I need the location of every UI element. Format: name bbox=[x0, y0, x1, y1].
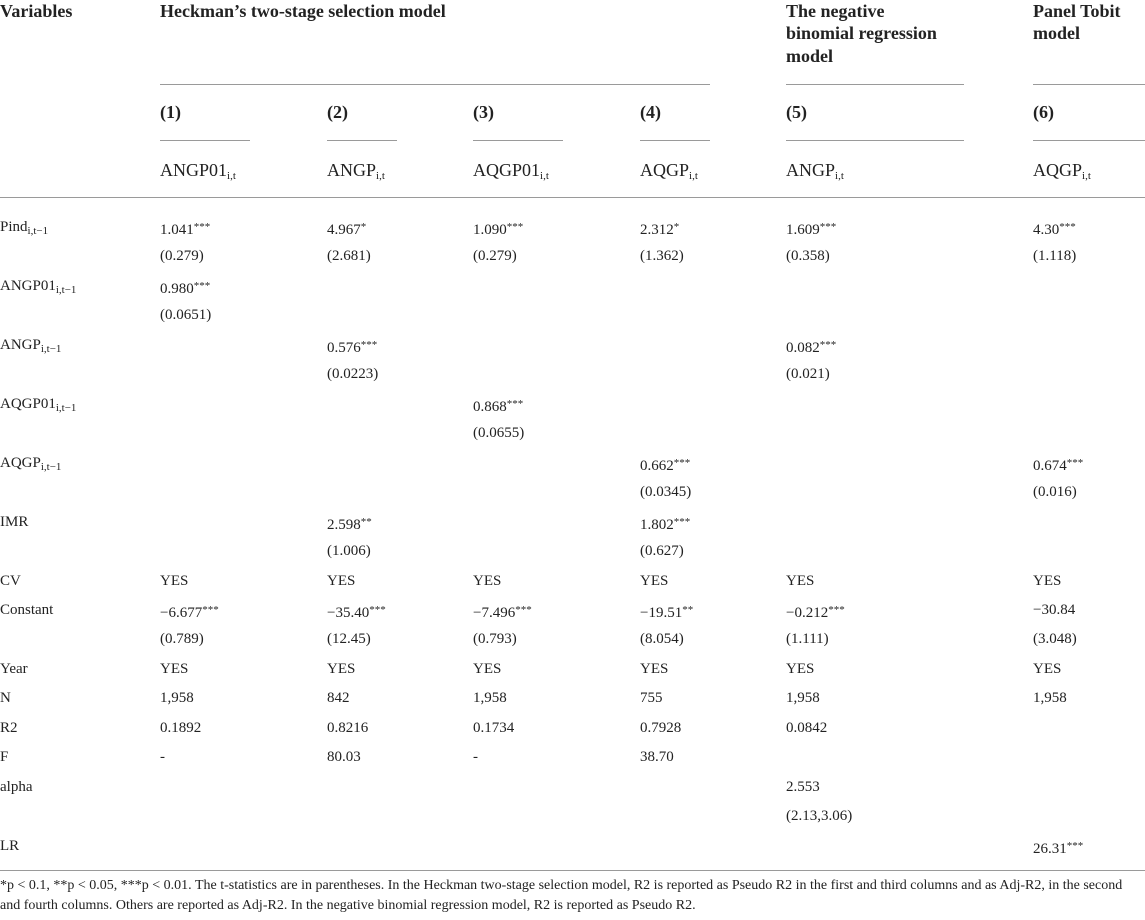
table-cell: (0.016) bbox=[1033, 484, 1077, 500]
table-cell: 0.1892 bbox=[160, 720, 202, 736]
table-cell: (1.362) bbox=[640, 248, 684, 264]
table-cell: (1.111) bbox=[786, 631, 829, 647]
row-label bbox=[0, 659, 28, 679]
table-cell bbox=[640, 453, 690, 476]
table-cell bbox=[160, 600, 219, 623]
table-cell bbox=[786, 600, 845, 623]
table-cell: (8.054) bbox=[640, 631, 684, 647]
dependent-variable-subscript: i,t bbox=[540, 170, 549, 182]
table-footnote bbox=[0, 876, 1135, 916]
row-label-text: F bbox=[0, 749, 9, 765]
table-cell: - bbox=[160, 749, 165, 765]
table-cell bbox=[473, 394, 523, 417]
table-cell bbox=[640, 512, 690, 535]
cell-value: 0.980 bbox=[160, 281, 194, 297]
row-label-text: Year bbox=[0, 661, 28, 677]
dependent-variable bbox=[327, 160, 385, 180]
table-cell: (1.118) bbox=[1033, 248, 1077, 264]
row-label-text: alpha bbox=[0, 779, 33, 795]
dependent-variable bbox=[640, 160, 698, 180]
header-tobit-line1: Panel Tobit bbox=[1033, 1, 1121, 21]
significance-stars: *** bbox=[673, 516, 691, 528]
significance-stars: ** bbox=[360, 516, 372, 528]
header-negbin-line3: model bbox=[786, 46, 833, 66]
cell-value: −7.496 bbox=[473, 605, 516, 621]
table-cell bbox=[473, 600, 532, 623]
table-cell bbox=[640, 217, 679, 240]
cell-value: 26.31 bbox=[1033, 841, 1067, 857]
dependent-variable-name: ANGP bbox=[327, 160, 377, 180]
row-label-text: CV bbox=[0, 573, 21, 589]
cell-value: 0.674 bbox=[1033, 458, 1067, 474]
cell-value: 4.30 bbox=[1033, 222, 1060, 238]
row-label bbox=[0, 718, 18, 738]
table-cell: YES bbox=[640, 661, 669, 677]
row-label-text: AQGP01 bbox=[0, 396, 56, 412]
row-label-subscript: i,t−1 bbox=[55, 284, 77, 296]
table-cell: (0.0223) bbox=[327, 366, 379, 382]
dependent-variable-name: ANGP bbox=[786, 160, 836, 180]
table-cell: 2.553 bbox=[786, 779, 820, 795]
row-label-text: Pind bbox=[0, 219, 28, 235]
table-cell: - bbox=[473, 749, 478, 765]
table-cell bbox=[1033, 453, 1083, 476]
table-cell: (0.021) bbox=[786, 366, 830, 382]
table-cell: 0.7928 bbox=[640, 720, 682, 736]
row-label bbox=[0, 217, 48, 237]
cell-value: 2.598 bbox=[327, 517, 361, 533]
table-cell: YES bbox=[160, 661, 189, 677]
header-negbin-line2: binomial regression bbox=[786, 23, 937, 43]
table-cell bbox=[160, 276, 210, 299]
row-label bbox=[0, 453, 61, 473]
rule-column-number bbox=[473, 140, 563, 141]
row-label-text: IMR bbox=[0, 514, 29, 530]
table-cell: YES bbox=[327, 573, 356, 589]
table-cell bbox=[786, 335, 836, 358]
dependent-variable-name: AQGP bbox=[1033, 160, 1083, 180]
row-label-subscript: i,t−1 bbox=[40, 343, 62, 355]
table-cell: YES bbox=[473, 661, 502, 677]
row-label-text: R2 bbox=[0, 720, 18, 736]
table-cell bbox=[1033, 836, 1083, 859]
cell-value: −0.212 bbox=[786, 605, 829, 621]
rule-column-number bbox=[1033, 140, 1145, 141]
table-cell: (2.681) bbox=[327, 248, 371, 264]
rule-tobit-group bbox=[1033, 84, 1145, 85]
dependent-variable bbox=[160, 160, 236, 180]
table-cell: 0.8216 bbox=[327, 720, 369, 736]
table-cell: (0.0345) bbox=[640, 484, 692, 500]
table-cell: (2.13,3.06) bbox=[786, 808, 853, 824]
dependent-variable bbox=[473, 160, 549, 180]
table-cell: 80.03 bbox=[327, 749, 361, 765]
row-label bbox=[0, 836, 19, 856]
table-cell: YES bbox=[1033, 661, 1062, 677]
table-cell: (0.789) bbox=[160, 631, 204, 647]
table-cell: YES bbox=[1033, 573, 1062, 589]
row-label bbox=[0, 335, 61, 355]
dependent-variable-subscript: i,t bbox=[1082, 170, 1091, 182]
cell-value: 0.082 bbox=[786, 340, 820, 356]
dependent-variable bbox=[786, 160, 844, 180]
row-label-text: ANGP01 bbox=[0, 278, 56, 294]
header-tobit-line2: model bbox=[1033, 23, 1080, 43]
table-cell bbox=[160, 217, 210, 240]
row-label bbox=[0, 600, 53, 620]
table-cell: (0.358) bbox=[786, 248, 830, 264]
significance-stars: *** bbox=[202, 604, 219, 616]
row-label bbox=[0, 394, 76, 414]
column-number: (2) bbox=[327, 102, 348, 122]
rule-column-number bbox=[786, 140, 964, 141]
table-cell: 842 bbox=[327, 690, 350, 706]
table-cell bbox=[473, 217, 523, 240]
table-cell: YES bbox=[473, 573, 502, 589]
table-cell: YES bbox=[160, 573, 189, 589]
rule-header-bottom bbox=[0, 197, 1145, 198]
row-label-subscript: i,t−1 bbox=[27, 225, 49, 237]
table-cell: 38.70 bbox=[640, 749, 674, 765]
table-cell bbox=[327, 335, 377, 358]
row-label-subscript: i,t−1 bbox=[40, 461, 62, 473]
table-cell: YES bbox=[786, 573, 815, 589]
column-number: (3) bbox=[473, 102, 494, 122]
dependent-variable-name: AQGP01 bbox=[473, 160, 541, 180]
cell-value: 1.090 bbox=[473, 222, 507, 238]
table-cell: (0.279) bbox=[160, 248, 204, 264]
column-number: (4) bbox=[640, 102, 661, 122]
significance-stars: * bbox=[673, 221, 680, 233]
cell-value: 1.041 bbox=[160, 222, 194, 238]
table-cell: (1.006) bbox=[327, 543, 371, 559]
rule-column-number bbox=[327, 140, 397, 141]
table-cell: (0.627) bbox=[640, 543, 684, 559]
row-label-text: LR bbox=[0, 838, 20, 854]
row-label bbox=[0, 571, 21, 591]
dependent-variable bbox=[1033, 160, 1091, 180]
table-cell bbox=[327, 217, 366, 240]
cell-value: −35.40 bbox=[327, 605, 370, 621]
rule-heckman-group bbox=[160, 84, 710, 85]
significance-stars: *** bbox=[515, 604, 532, 616]
table-cell: 0.0842 bbox=[786, 720, 828, 736]
significance-stars: *** bbox=[506, 398, 524, 410]
significance-stars: *** bbox=[360, 339, 378, 351]
row-label bbox=[0, 777, 32, 797]
dependent-variable-name: ANGP01 bbox=[160, 160, 228, 180]
footnote-significance: *p < 0.1, **p < 0.05, ***p < 0.01. bbox=[0, 878, 192, 893]
rule-negbin-group bbox=[786, 84, 964, 85]
significance-stars: *** bbox=[819, 339, 837, 351]
cell-value: 0.576 bbox=[327, 340, 361, 356]
significance-stars: *** bbox=[819, 221, 837, 233]
header-heckman: Heckman’s two-stage selection model bbox=[160, 1, 446, 21]
rule-column-number bbox=[640, 140, 710, 141]
row-label-text: Constant bbox=[0, 602, 54, 618]
table-cell: (3.048) bbox=[1033, 631, 1077, 647]
table-cell: 1,958 bbox=[160, 690, 194, 706]
column-number: (5) bbox=[786, 102, 807, 122]
cell-value: 0.662 bbox=[640, 458, 674, 474]
column-number: (1) bbox=[160, 102, 181, 122]
table-cell: (0.279) bbox=[473, 248, 517, 264]
significance-stars: ** bbox=[682, 604, 694, 616]
significance-stars: * bbox=[360, 221, 367, 233]
dependent-variable-subscript: i,t bbox=[227, 170, 236, 182]
significance-stars: *** bbox=[1066, 457, 1084, 469]
table-cell: −30.84 bbox=[1033, 602, 1076, 618]
row-label-text: N bbox=[0, 690, 11, 706]
footnote-text: The t-statistics are in parentheses. In the Heckman two-stage selection model, R2 is reported as Pseudo R2 in the first and third columns and as Adj-R2, in the second and fourth columns. Others are reported as Adj-R2. In the negative binomial regression model, R2 is reported as Pseudo R2. bbox=[0, 878, 1123, 913]
cell-value: 1.802 bbox=[640, 517, 674, 533]
row-label bbox=[0, 512, 28, 532]
significance-stars: *** bbox=[193, 221, 211, 233]
header-negbin-line1: The negative bbox=[786, 1, 885, 21]
cell-value: −6.677 bbox=[160, 605, 203, 621]
cell-value: 2.312 bbox=[640, 222, 674, 238]
table-cell: YES bbox=[640, 573, 669, 589]
rule-column-number bbox=[160, 140, 250, 141]
significance-stars: *** bbox=[1059, 221, 1076, 233]
table-cell: 1,958 bbox=[473, 690, 507, 706]
significance-stars: *** bbox=[1066, 840, 1084, 852]
table-cell: 1,958 bbox=[786, 690, 820, 706]
table-cell bbox=[1033, 217, 1076, 240]
row-label-text: ANGP bbox=[0, 337, 41, 353]
cell-value: 4.967 bbox=[327, 222, 361, 238]
row-label bbox=[0, 747, 8, 767]
dependent-variable-name: AQGP bbox=[640, 160, 690, 180]
cell-value: 1.609 bbox=[786, 222, 820, 238]
dependent-variable-subscript: i,t bbox=[835, 170, 844, 182]
table-cell: 755 bbox=[640, 690, 663, 706]
table-cell bbox=[640, 600, 693, 623]
column-number: (6) bbox=[1033, 102, 1054, 122]
significance-stars: *** bbox=[193, 280, 211, 292]
table-cell: (0.0651) bbox=[160, 307, 212, 323]
header-variables: Variables bbox=[0, 1, 73, 21]
table-cell: YES bbox=[327, 661, 356, 677]
row-label bbox=[0, 688, 11, 708]
table-cell: YES bbox=[786, 661, 815, 677]
significance-stars: *** bbox=[673, 457, 691, 469]
table-cell bbox=[327, 512, 372, 535]
row-label bbox=[0, 276, 76, 296]
table-cell bbox=[327, 600, 386, 623]
table-cell: (0.793) bbox=[473, 631, 517, 647]
rule-table-bottom bbox=[0, 870, 1145, 871]
row-label-subscript: i,t−1 bbox=[55, 402, 77, 414]
significance-stars: *** bbox=[506, 221, 524, 233]
cell-value: −19.51 bbox=[640, 605, 683, 621]
cell-value: 0.868 bbox=[473, 399, 507, 415]
significance-stars: *** bbox=[828, 604, 845, 616]
table-cell bbox=[786, 217, 836, 240]
table-cell: 0.1734 bbox=[473, 720, 515, 736]
significance-stars: *** bbox=[369, 604, 386, 616]
row-label-text: AQGP bbox=[0, 455, 41, 471]
table-cell: 1,958 bbox=[1033, 690, 1067, 706]
table-cell: (0.0655) bbox=[473, 425, 525, 441]
dependent-variable-subscript: i,t bbox=[689, 170, 698, 182]
dependent-variable-subscript: i,t bbox=[376, 170, 385, 182]
table-cell: (12.45) bbox=[327, 631, 371, 647]
